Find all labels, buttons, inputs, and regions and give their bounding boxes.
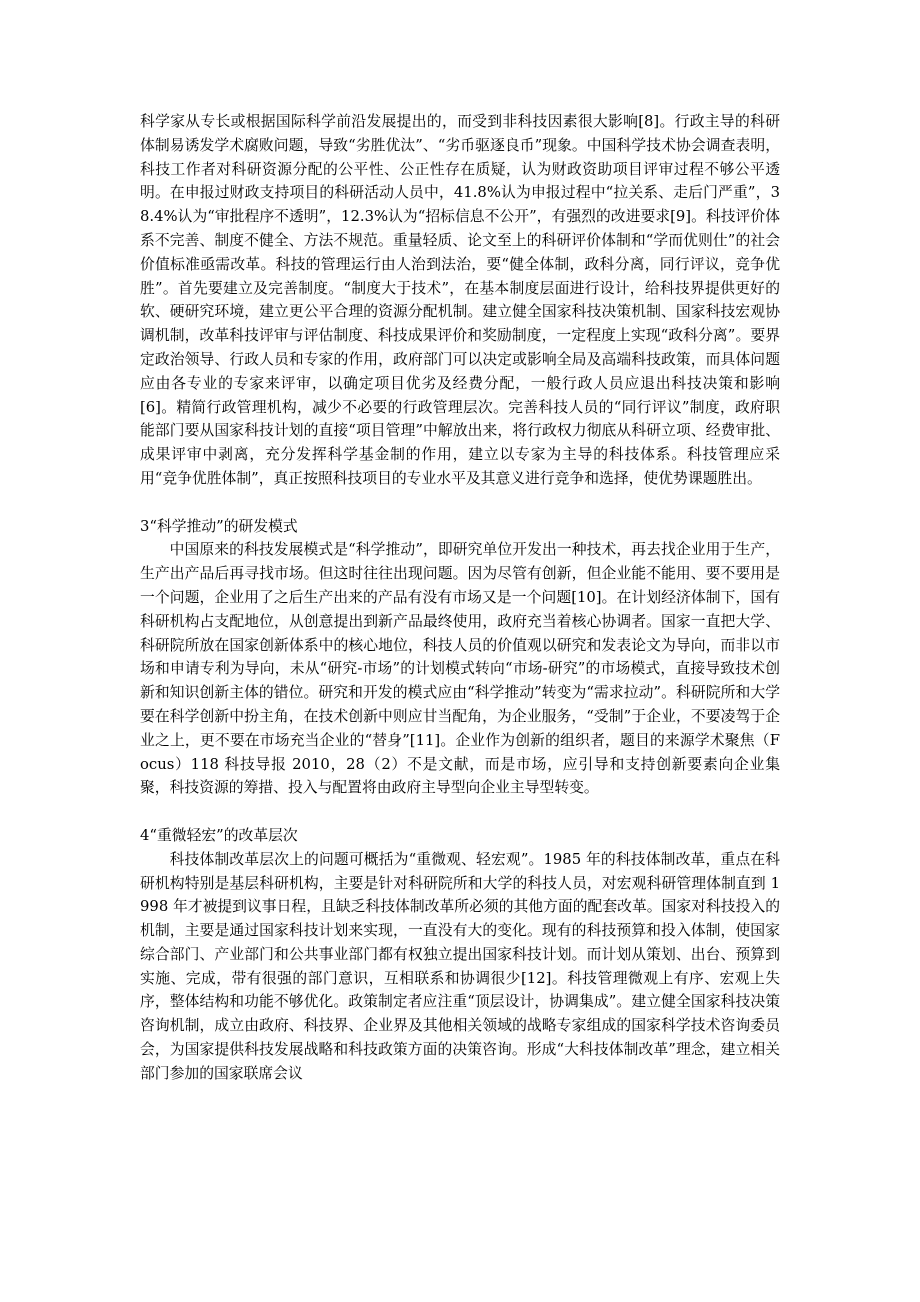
paragraph-administrative-research-system: 科学家从专长或根据国际科学前沿发展提出的，而受到非科技因素很大影响[8]。行政主导的科研体制易诱发学术腐败问题，导致“劣胜优汰”、“劣币驱逐良币”现象。中国科学技术协会调查表明，科技工作者对科研资源分配的公平性、公正性存在质疑，认为财政资助项目评审过程不够公平透明。在申报过财政支持项目的科研活动人员中，41.8%认为申报过程中“拉关系、走后门严重”，38.4%认为“审批程序不透明”，12.3%认为“招标信息不公开”，有强烈的改进要求[9]。科技评价体系不完善、制度不健全、方法不规范。重量轻质、论文至上的科研评价体制和“学而优则仕”的社会价值标准亟需改革。科技的管理运行由人治到法治，要“健全体制，政科分离，同行评议，竞争优胜”。首先要建立及完善制度。“制度大于技术”，在基本制度层面进行设计，给科技界提供更好的软、硬研究环境，建立更公平合理的资源分配机制。建立健全国家科技决策机制、国家科技宏观协调机制，改革科技评审与评估制度、科技成果评价和奖励制度，一定程度上实现“政科分离”。要界定政治领导、行政人员和专家的作用，政府部门可以决定或影响全局及高端科技政策，而具体问题应由各专业的专家来评审，以确定项目优劣及经费分配，一般行政人员应退出科技决策和影响[6]。精简行政管理机构，减少不必要的行政管理层次。完善科技人员的“同行评议”制度，政府职能部门要从国家科技计划的直接“项目管理”中解放出来，将行政权力彻底从科研立项、经费审批、成果评审中剥离，充分发挥科学基金制的作用，建立以专家为主导的科技体系。科技管理应采用“竞争优胜体制”，真正按照科技项目的专业水平及其意义进行竞争和选择，使优势课题胜出。 — [140, 113, 780, 487]
section-heading-science-push: 3“科学推动”的研发模式 — [140, 517, 298, 535]
section-heading-micro-macro: 4“重微轻宏”的改革层次 — [140, 826, 298, 844]
paragraph-reform-level: 科技体制改革层次上的问题可概括为“重微观、轻宏观”。1985 年的科技体制改革，重点在科研机构特别是基层科研机构，主要是针对科研院所和大学的科技人员，对宏观科研管理体制直到 1998 年才被提到议事日程，且缺乏科技体制改革所必须的其他方面的配套改革。国家对科技投入的机制，主要是通过国家科技计划来实现，一直没有大的变化。现有的科技预算和投入体制，使国家综合部门、产业部门和公共事业部门都有权独立提出国家科技计划。而计划从策划、出台、预算到实施、完成，带有很强的部门意识，互相联系和协调很少[12]。科技管理微观上有序、宏观上失序，整体结构和功能不够优化。政策制定者应注重“顶层设计，协调集成”。建立健全国家科技决策咨询机制，成立由政府、科技界、企业界及其他相关领域的战略专家组成的国家科学技术咨询委员会，为国家提供科技发展战略和科技政策方面的决策咨询。形成“大科技体制改革”理念，建立相关部门参加的国家联席会议 — [140, 850, 780, 1082]
document-page — [140, 110, 780, 1086]
paragraph-science-push-model: 中国原来的科技发展模式是“科学推动”，即研究单位开发出一种技术，再去找企业用于生产，生产出产品后再寻找市场。但这时往往出现问题。因为尽管有创新，但企业能不能用、要不要用是一个问题，企业用了之后生产出来的产品有没有市场又是一个问题[10]。在计划经济体制下，国有科研机构占支配地位，从创意提出到新产品最终使用，政府充当着核心协调者。国家一直把大学、科研院所放在国家创新体系中的核心地位，科技人员的价值观以研究和发表论文为导向，而非以市场和申请专利为导向，未从“研究-市场”的计划模式转向“市场-研究”的市场模式，直接导致技术创新和知识创新主体的错位。研究和开发的模式应由“科学推动”转变为“需求拉动”。科研院所和大学要在科学创新中扮主角，在技术创新中则应甘当配角，为企业服务，“受制”于企业，不要凌驾于企业之上，更不要在市场充当企业的“替身”[11]。企业作为创新的组织者，题目的来源学术聚焦（Focus）118 科技导报 2010，28（2）不是文献，而是市场，应引导和支持创新要素向企业集聚，科技资源的筹措、投入与配置将由政府主导型向企业主导型转变。 — [140, 541, 780, 797]
